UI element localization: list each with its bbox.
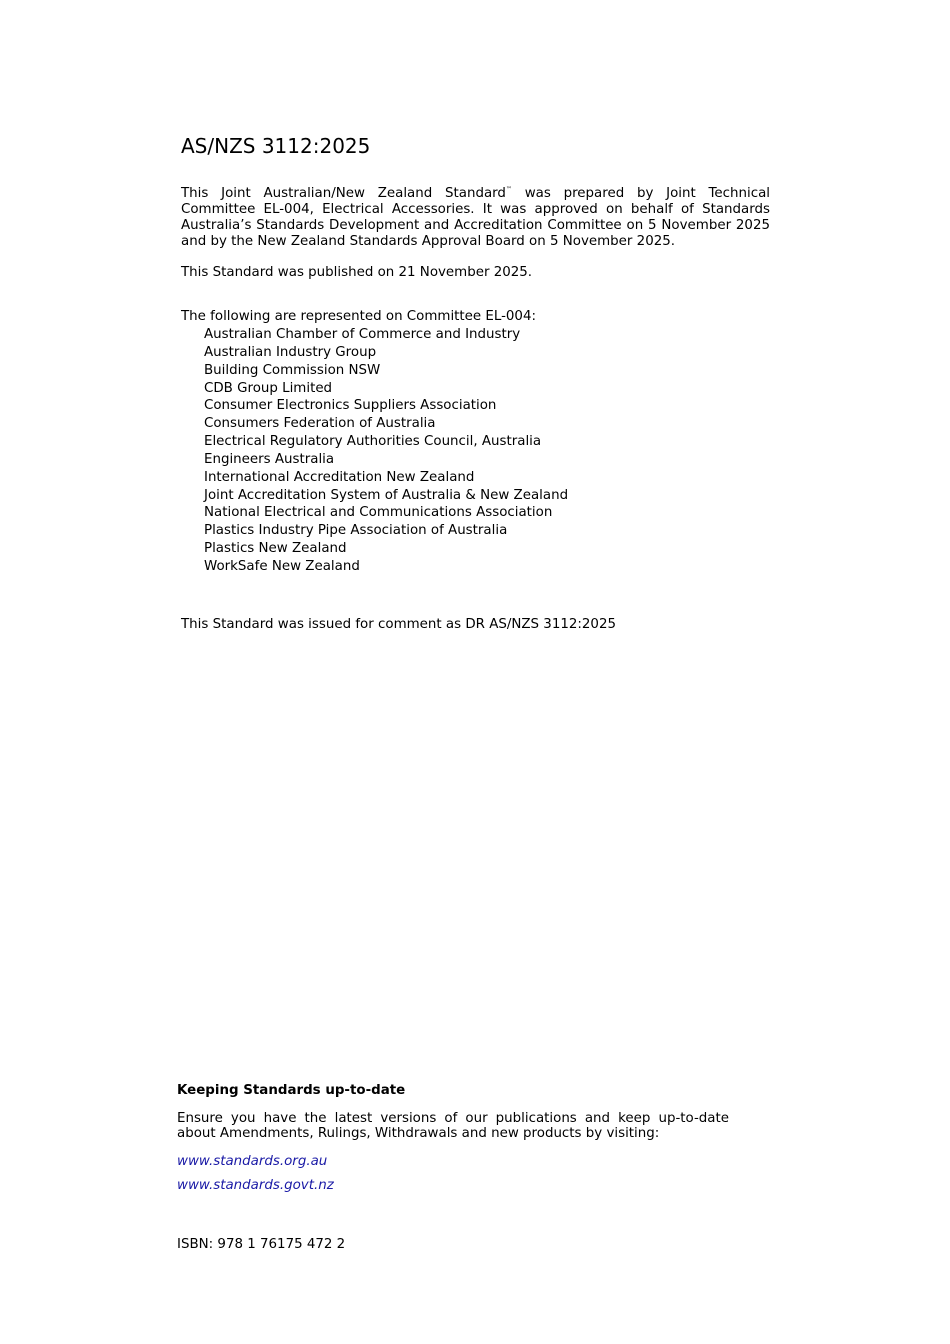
document-designation: AS/NZS 3112:2025: [181, 134, 371, 158]
draft-issue-note: This Standard was issued for comment as DR AS/NZS 3112:2025: [181, 617, 616, 632]
committee-member-list: [204, 326, 568, 576]
committee-member: Electrical Regulatory Authorities Council, Australia: [204, 434, 542, 450]
committee-member: National Electrical and Communications Association: [204, 505, 553, 521]
standards-australia-link[interactable]: www.standards.org.au: [177, 1154, 328, 1169]
committee-member: Engineers Australia: [204, 451, 335, 467]
committee-member: CDB Group Limited: [204, 380, 333, 396]
committee-member: Consumer Electronics Suppliers Association: [204, 398, 497, 414]
committee-member: Joint Accreditation System of Australia & New Zealand: [204, 487, 569, 503]
committee-member: Plastics Industry Pipe Association of Australia: [204, 523, 508, 539]
committee-member: Australian Chamber of Commerce and Industry: [204, 327, 521, 342]
keeping-up-to-date-heading: Keeping Standards up-to-date: [177, 1083, 406, 1098]
standards-new-zealand-link[interactable]: www.standards.govt.nz: [177, 1178, 334, 1193]
committee-member: Australian Industry Group: [204, 344, 377, 360]
intro-text-start: This Joint Australian/New Zealand Standard: [181, 186, 506, 201]
committee-member: International Accreditation New Zealand: [204, 469, 475, 485]
committee-member: Building Commission NSW: [204, 362, 381, 378]
committee-member: Consumers Federation of Australia: [204, 416, 436, 432]
publication-date-statement: This Standard was published on 21 November 2025.: [181, 265, 533, 280]
preparation-statement: [181, 186, 770, 250]
isbn: ISBN: 978 1 76175 472 2: [177, 1237, 346, 1252]
committee-heading: The following are represented on Committee EL-004:: [181, 309, 536, 324]
intro-text-end: was prepared by Joint Technical Committee EL-004, Electrical Accessories. It was approved on behalf of Standards Australia’s Standards Development and Accreditation Committee on 5 November 2025 and by the New Zealand Standards Approval Board on 5 November 2025.: [181, 186, 771, 249]
trademark-symbol: ™: [505, 186, 512, 193]
committee-member: Plastics New Zealand: [204, 541, 347, 557]
committee-member: WorkSafe New Zealand: [204, 558, 360, 574]
keeping-up-to-date-text: Ensure you have the latest versions of our publications and keep up-to-date about Amendments, Rulings, Withdrawals and new products by visiting:: [177, 1111, 729, 1141]
